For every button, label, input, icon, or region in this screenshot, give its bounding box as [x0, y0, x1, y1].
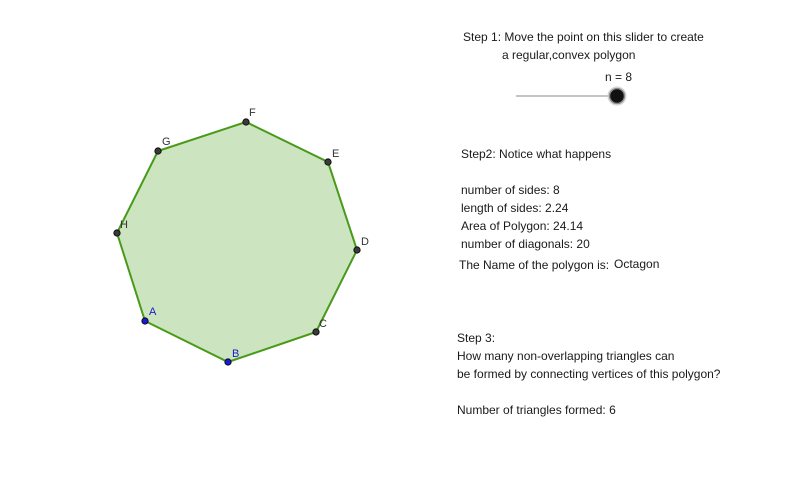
polygon-name-value: Octagon: [614, 257, 660, 271]
number-of-diagonals-text: number of diagonals: 20: [461, 237, 590, 251]
vertex-label-b: B: [232, 348, 240, 360]
vertex-label-c: C: [319, 318, 327, 330]
vertex-point-d: [354, 247, 360, 253]
vertex-label-e: E: [332, 148, 340, 160]
vertex-point-a[interactable]: [142, 318, 148, 324]
step1-line1: Step 1: Move the point on this slider to create: [463, 30, 704, 44]
step3-question-line2: be formed by connecting vertices of this polygon?: [457, 367, 721, 381]
vertex-point-g: [155, 148, 161, 154]
vertex-label-f: F: [249, 107, 256, 119]
step1-line2: a regular,convex polygon: [502, 48, 636, 62]
slider-handle[interactable]: [610, 89, 625, 104]
slider-value-label: n = 8: [605, 70, 633, 84]
vertex-label-g: G: [162, 136, 171, 148]
area-of-polygon-text: Area of Polygon: 24.14: [461, 219, 584, 233]
vertex-point-f: [243, 119, 249, 125]
vertex-label-h: H: [120, 219, 128, 231]
polygon-name-label: The Name of the polygon is:: [459, 258, 610, 272]
length-of-sides-text: length of sides: 2.24: [461, 201, 569, 215]
triangles-formed-text: Number of triangles formed: 6: [457, 403, 616, 417]
vertex-label-a: A: [149, 306, 157, 318]
vertex-point-e: [325, 159, 331, 165]
step3-title: Step 3:: [457, 331, 496, 345]
number-of-sides-text: number of sides: 8: [461, 183, 560, 197]
vertex-label-d: D: [361, 236, 369, 248]
vertex-point-b[interactable]: [225, 359, 231, 365]
step2-title: Step2: Notice what happens: [461, 147, 612, 161]
step3-question-line1: How many non-overlapping triangles can: [457, 349, 675, 363]
